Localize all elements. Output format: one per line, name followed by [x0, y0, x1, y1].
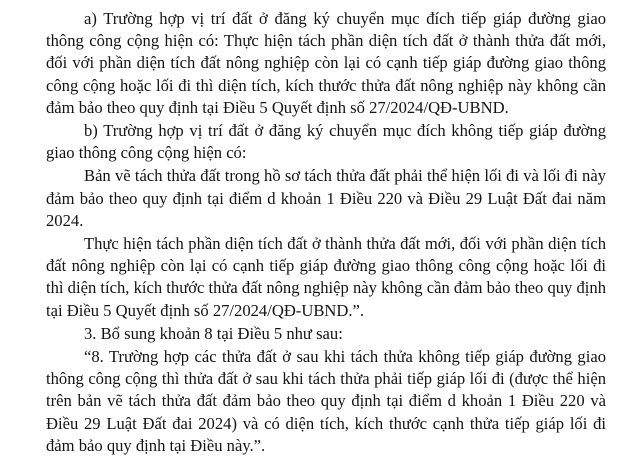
paragraph-amendment-heading: 3. Bổ sung khoản 8 tại Điều 5 như sau: [84, 323, 343, 343]
paragraph-separation-rule: Thực hiện tách phần diện tích đất ở thành thửa đất mới, đối với phần diện tích đất nông nghiệp còn lại có cạnh tiếp giáp đường giao thông công cộng hoặc lối đi thì diện tích, kích thước thửa đất nông nghiệp này không cần đảm bảo theo quy định tại Điều 5 Quyết định số 27/2024/QĐ-UBND.”. [46, 234, 606, 320]
paragraph-case-a: a) Trường hợp vị trí đất ở đăng ký chuyển mục đích tiếp giáp đường giao thông công cộng hiện có: Thực hiện tách phần diện tích đất ở thành thửa đất mới, đối với phần diện tích đất nông nghiệp còn lại có cạnh tiếp giáp đường giao thông công cộng hoặc lối đi thì diện tích, kích thước thửa đất nông nghiệp này không cần đảm bảo theo quy định tại Điều 5 Quyết định số 27/2024/QĐ-UBND. [46, 9, 606, 117]
paragraph-clause-8: “8. Trường hợp các thửa đất ở sau khi tách thửa không tiếp giáp đường giao thông công cộng thì thửa đất ở sau khi tách thửa phải tiếp giáp lối đi (được thể hiện trên bản vẽ tách thửa đất đảm bảo theo quy định tại điểm d khoản 1 Điều 220 và Điều 29 Luật Đất đai 2024) và có diện tích, kích thước cạnh thửa tiếp giáp lối đi đảm bảo quy định tại Điều này.”. [46, 347, 606, 455]
paragraph-case-b: b) Trường hợp vị trí đất ở đăng ký chuyển mục đích không tiếp giáp đường giao thông công cộng hiện có: [46, 121, 606, 163]
paragraph-drawing-requirement: Bản vẽ tách thửa đất trong hồ sơ tách thửa đất phải thể hiện lối đi và lối đi này đảm bảo theo quy định tại điểm d khoản 1 Điều 220 và Điều 29 Luật Đất đai năm 2024. [46, 166, 606, 230]
